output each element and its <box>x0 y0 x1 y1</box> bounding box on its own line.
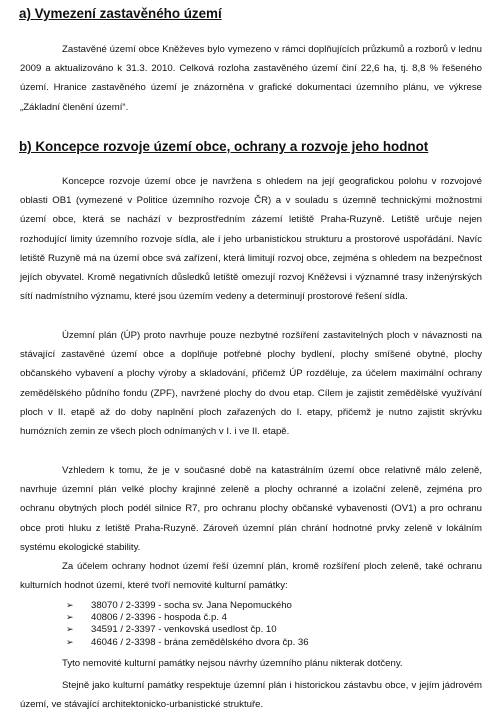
arrow-bullet-icon: ➢ <box>66 600 74 610</box>
section-b-heading: b) Koncepce rozvoje území obce, ochrany a rozvoje jeho hodnot <box>19 139 429 154</box>
paragraph-cultural-values: Za účelem ochrany hodnot území řeší územní plán, kromě rozšíření ploch zeleně, také ochranu kulturních hodnot území, které tvoří nemovité kulturní památky: <box>20 561 482 592</box>
paragraph-greenery: Vzhledem k tomu, že je v současné době na katastrálním území obce relativně málo zeleně, navrhuje územní plán velké plochy krajinné zeleně a plochy ochranné a izolační zeleně, zejména pro ochranu obytných ploch podél silnice R7, pro ochranu plochy občanské vybavenosti (OV1) a pro ochranu obce proti hluku z letiště Praha-Ruzyně. Zároveň územní plán chrání hodnotné prvky zeleně v lokálním systému ekologické stability. <box>20 465 482 553</box>
monument-text: 46046 / 2-3398 - brána zemědělského dvora čp. 36 <box>91 636 309 648</box>
paragraph-concept: Koncepce rozvoje území obce je navržena s ohledem na její geografickou polohu v rozvojové oblasti OB1 (vymezené v Politice územního rozvoje ČR) a v souladu s územně technickými možnostmi území obce, která se nachází v bezprostředním zázemí letiště Praha-Ruzyně. Letiště určuje nejen rozhodující limity územního rozvoje sídla, ale i jeho urbanistickou strukturu a prostorové uspořádání. Navíc letiště Ruzyně má na území obce svá zařízení, která limitují rozvoj obce, zejména s ohledem na bezpečnost jejích obyvatel. Kromě negativních důsledků letiště omezují rozvoj Kněževsi i významné trasy inženýrských sítí nadmístního významu, které jsou územím vedeny a determinují prostorové řešení sídla. <box>20 176 482 303</box>
section-a-heading: a) Vymezení zastavěného území <box>19 6 222 21</box>
list-item <box>66 636 309 648</box>
monument-text: 40806 / 2-3396 - hospoda č.p. 4 <box>91 612 228 624</box>
monument-text: 38070 / 2-3399 - socha sv. Jana Nepomuckého <box>91 600 292 611</box>
list-item <box>66 599 309 611</box>
section-a-paragraph: Zastavěné území obce Kněževes bylo vymezeno v rámci doplňujících průzkumů a rozborů v lednu 2009 a aktualizováno k 31.3. 2010. Celková rozloha zastavěného území činí 22,6 ha, tj. 8,8 % řešeného území. Hranice zastavěného území je znázorněna v grafické dokumentaci územního plánu, ve výkrese „Základní členění území“. <box>20 44 482 113</box>
monument-list <box>66 599 309 648</box>
paragraph-historic-buildings: Stejně jako kulturní památky respektuje územní plán i historickou zástavbu obce, v jejím jádrovém území, ve stávající architektonicko-urbanistické struktuře. <box>20 680 482 711</box>
list-item <box>66 623 309 635</box>
monument-text: 34591 / 2-3397 - venkovská usedlost čp. 10 <box>91 624 277 636</box>
arrow-bullet-icon: ➢ <box>66 636 74 647</box>
arrow-bullet-icon: ➢ <box>66 624 74 635</box>
list-item <box>66 611 309 623</box>
arrow-bullet-icon: ➢ <box>66 612 74 623</box>
paragraph-land-use-plan: Územní plán (ÚP) proto navrhuje pouze nezbytné rozšíření zastavitelných ploch v návaznosti na stávající zastavěné území obce a doplňuje potřebné plochy bydlení, plochy smíšené obytné, plochy občanského vybavení a plochy výroby a skladování, přičemž ÚP rozděluje, za účelem maximální ochrany zemědělského půdního fondu (ZPF), navržené plochy do dvou etap. Cílem je zajistit zemědělské využívání ploch v II. etapě až do doby naplnění ploch zařazených do I. etapy, přičemž je nutno zajistit skrývku humózních zemin ze všech ploch odnímaných v I. i ve II. etapě. <box>20 330 482 438</box>
paragraph-monuments-not-affected: Tyto nemovité kulturní památky nejsou návrhy územního plánu nikterak dotčeny. <box>62 658 403 669</box>
